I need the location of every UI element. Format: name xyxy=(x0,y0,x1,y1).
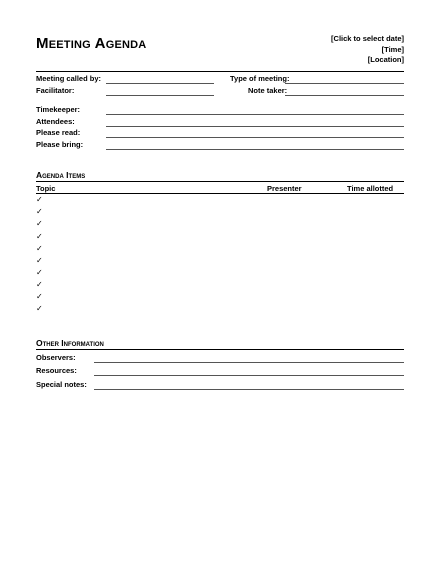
checkmark-icon[interactable]: ✓ xyxy=(36,292,43,301)
checkmark-icon[interactable]: ✓ xyxy=(36,268,43,277)
called-by-label: Meeting called by: xyxy=(36,74,102,83)
other-information-heading: Other Information xyxy=(36,338,104,348)
please-read-label: Please read: xyxy=(36,128,81,137)
type-of-meeting-field[interactable] xyxy=(285,83,404,84)
facilitator-label: Facilitator: xyxy=(36,86,75,95)
facilitator-field[interactable] xyxy=(106,95,214,96)
please-bring-label: Please bring: xyxy=(36,140,84,149)
checkmark-icon[interactable]: ✓ xyxy=(36,195,43,204)
date-field[interactable]: [Click to select date] xyxy=(331,34,404,43)
page-title: Meeting Agenda xyxy=(36,35,147,52)
observers-field[interactable] xyxy=(94,362,404,363)
checkmark-icon[interactable]: ✓ xyxy=(36,219,43,228)
col-time-allotted: Time allotted xyxy=(347,184,394,193)
checkmark-icon[interactable]: ✓ xyxy=(36,232,43,241)
note-taker-field[interactable] xyxy=(285,95,404,96)
called-by-field[interactable] xyxy=(106,83,214,84)
type-of-meeting-label: Type of meeting: xyxy=(230,74,290,83)
observers-label: Observers: xyxy=(36,353,76,362)
resources-label: Resources: xyxy=(36,366,77,375)
checkmark-icon[interactable]: ✓ xyxy=(36,207,43,216)
timekeeper-label: Timekeeper: xyxy=(36,105,81,114)
header-divider xyxy=(36,71,404,72)
checkmark-icon[interactable]: ✓ xyxy=(36,256,43,265)
time-field[interactable]: [Time] xyxy=(381,44,404,54)
please-read-field[interactable] xyxy=(106,137,404,138)
checkmark-icon[interactable]: ✓ xyxy=(36,280,43,289)
col-presenter: Presenter xyxy=(267,184,302,193)
attendees-field[interactable] xyxy=(106,126,404,127)
agenda-items-heading: Agenda Items xyxy=(36,170,86,180)
timekeeper-field[interactable] xyxy=(106,114,404,115)
col-topic: Topic xyxy=(36,184,56,193)
special-notes-label: Special notes: xyxy=(36,380,87,389)
checkmark-icon[interactable]: ✓ xyxy=(36,304,43,313)
please-bring-field[interactable] xyxy=(106,149,404,150)
other-heading-divider xyxy=(36,349,404,350)
attendees-label: Attendees: xyxy=(36,117,75,126)
checkmark-icon[interactable]: ✓ xyxy=(36,244,43,253)
header-meta xyxy=(331,34,404,66)
note-taker-label: Note taker: xyxy=(248,86,288,95)
location-field[interactable]: [Location] xyxy=(367,55,404,64)
special-notes-field[interactable] xyxy=(94,389,404,390)
agenda-heading-divider xyxy=(36,181,404,182)
agenda-columns-divider xyxy=(36,193,404,194)
resources-field[interactable] xyxy=(94,375,404,376)
